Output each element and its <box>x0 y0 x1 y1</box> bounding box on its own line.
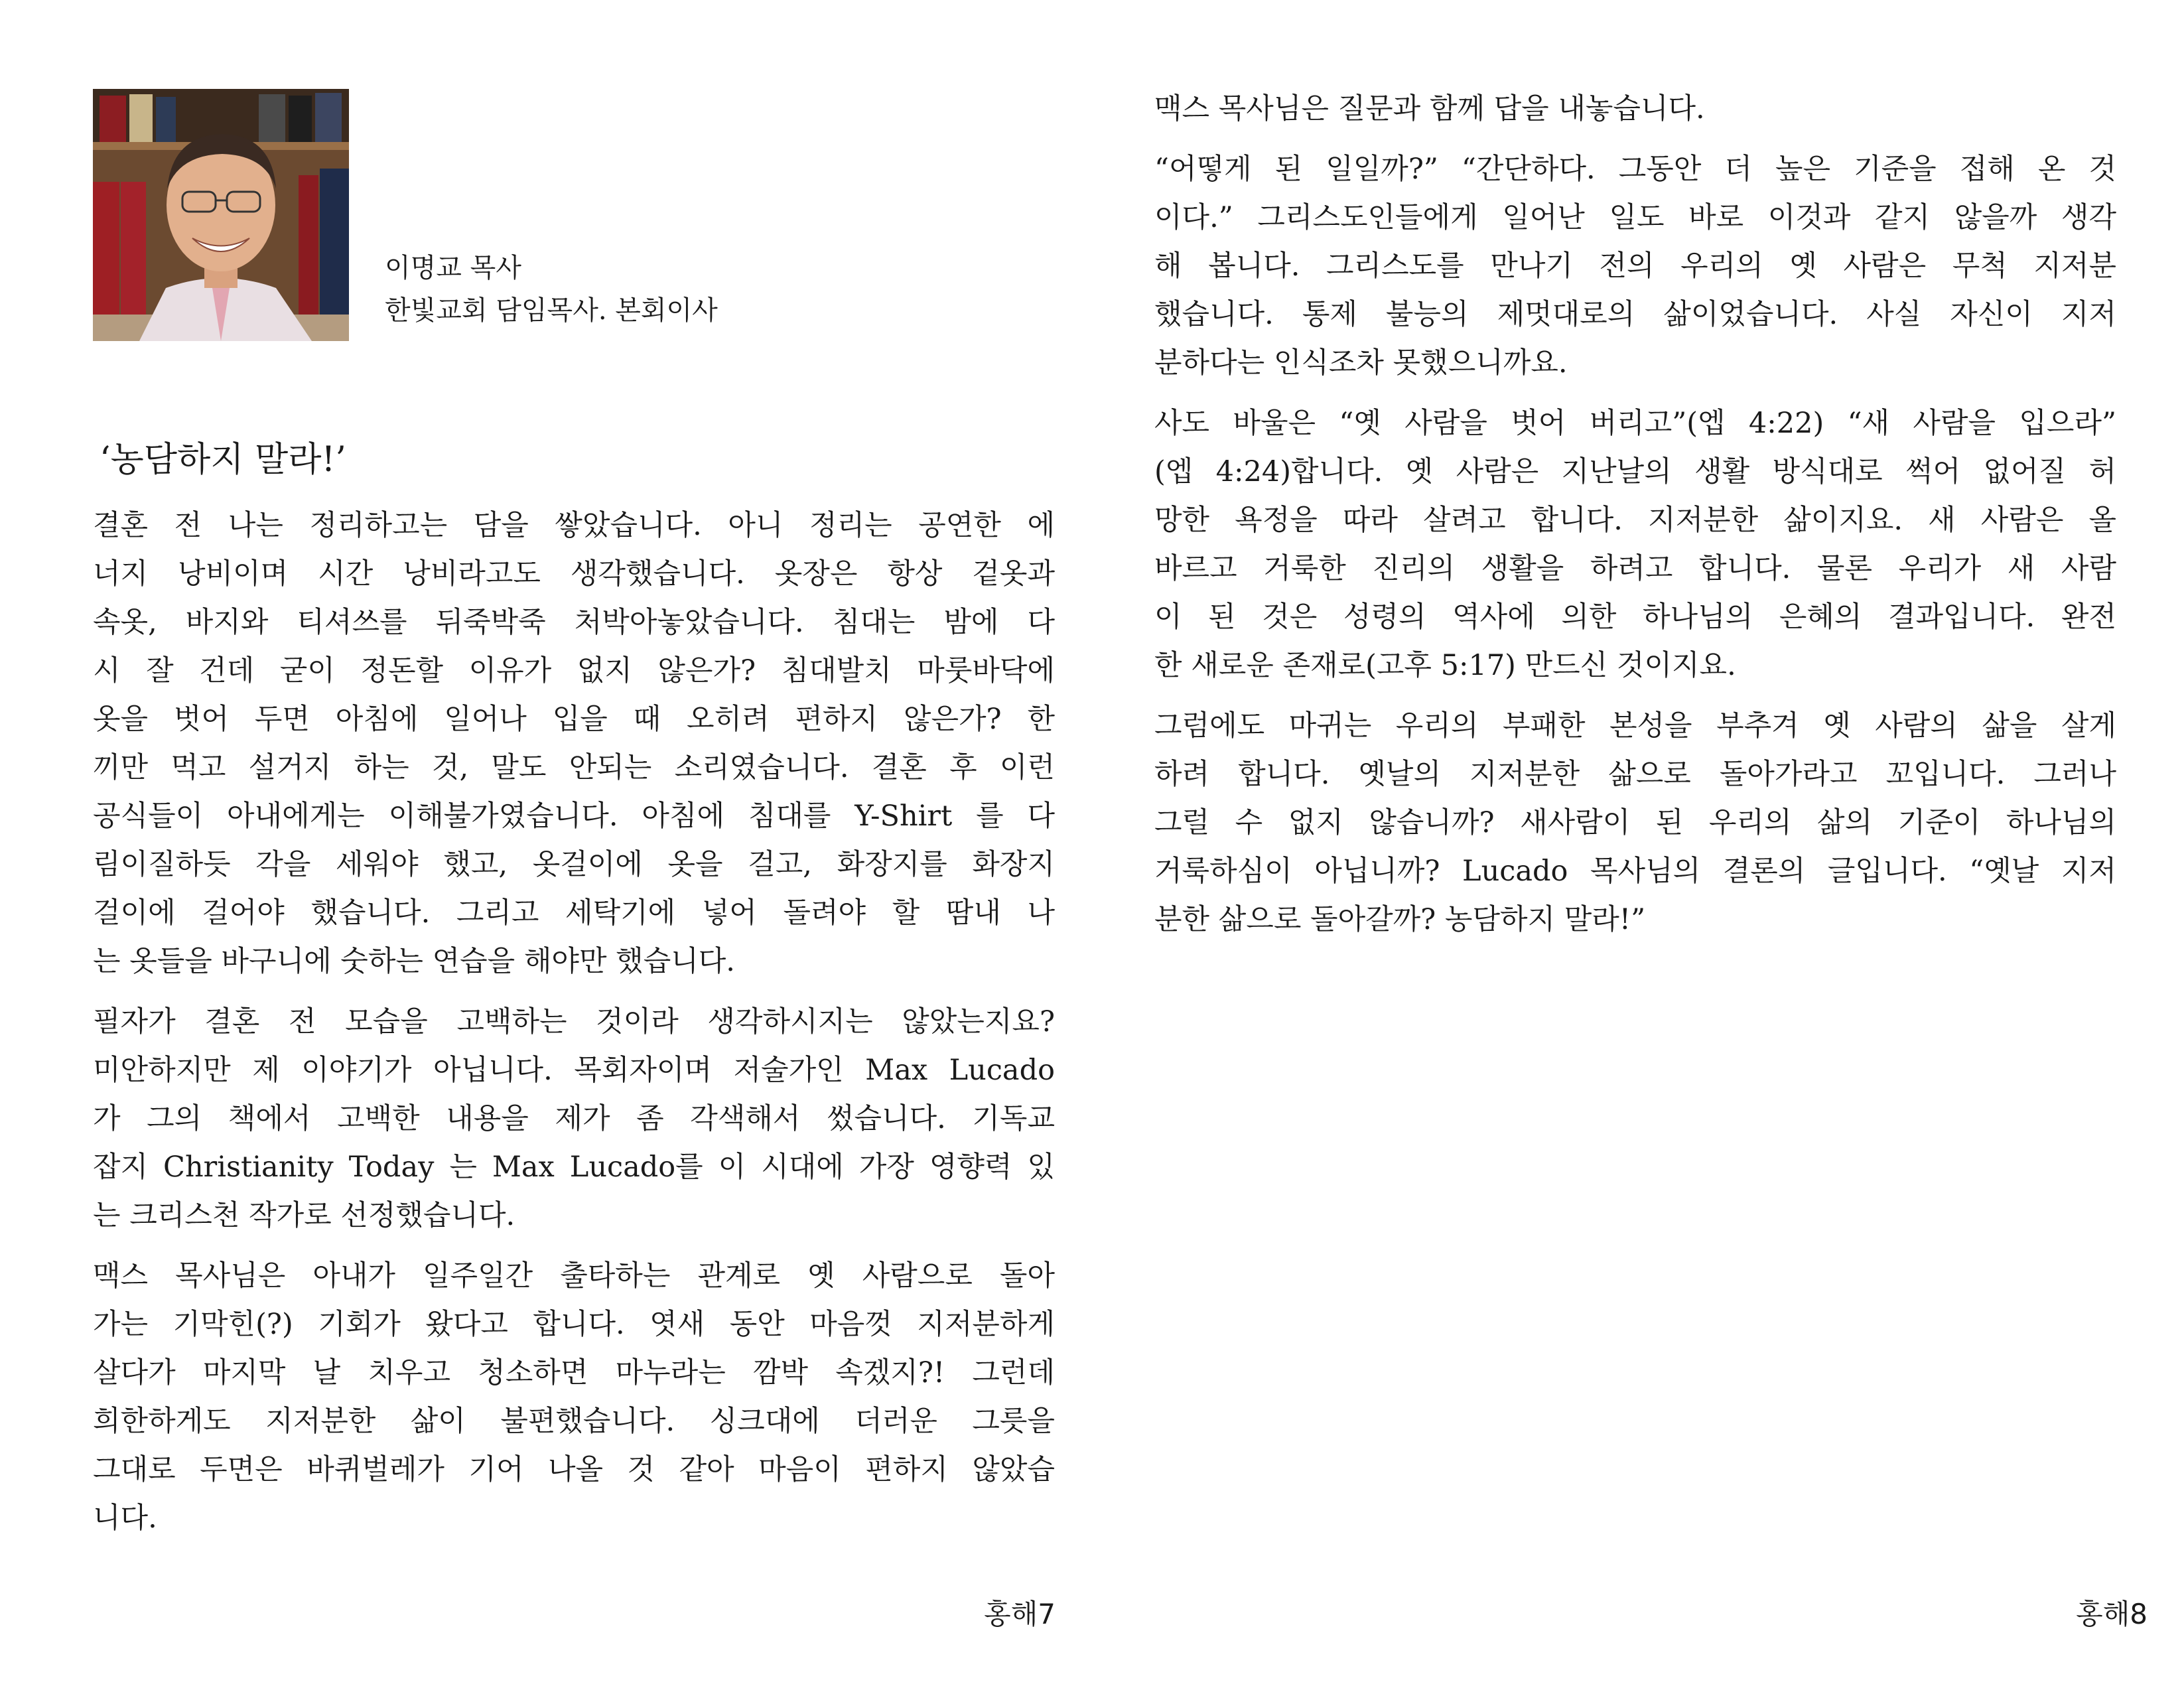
page-number-left: 홍해7 <box>984 1598 1056 1630</box>
text-line: 는 옷들을 바구니에 숫하는 연습을 해야만 했습니다. <box>93 945 735 978</box>
paragraph <box>93 502 1055 986</box>
paragraph <box>1154 85 2116 133</box>
text-line: 시 잘 건데 굳이 정돈할 이유가 없지 않은가? 침대발치 마룻바닥에 <box>93 654 1055 687</box>
text-line: 희한하게도 지저분한 삶이 불편했습니다. 싱크대에 더러운 그릇을 <box>93 1405 1055 1438</box>
text-line: 망한 욕정을 따라 살려고 합니다. 지저분한 삶이지요. 새 사람은 올 <box>1154 504 2116 537</box>
text-line: 해 봅니다. 그리스도를 만나기 전의 우리의 옛 사람은 무척 지저분 <box>1154 249 2116 283</box>
text-line: 분한 삶으로 돌아갈까? 농담하지 말라!” <box>1154 903 1646 936</box>
text-line: 옷을 벗어 두면 아침에 일어나 입을 때 오히려 편하지 않은가? 한 <box>93 703 1055 736</box>
text-line: 맥스 목사님은 질문과 함께 답을 내놓습니다. <box>1154 92 1705 125</box>
text-line: 거룩하심이 아닙니까? Lucado 목사님의 결론의 글입니다. “옛날 지저 <box>1154 855 2116 888</box>
text-line: 이 된 것은 성령의 역사에 의한 하나님의 은혜의 결과입니다. 완전 <box>1154 600 2116 634</box>
text-line: 림이질하듯 각을 세워야 했고, 옷걸이에 옷을 걸고, 화장지를 화장지 <box>93 848 1055 881</box>
page-number-right: 홍해8 <box>2076 1598 2148 1630</box>
paragraph <box>1154 399 2116 690</box>
text-line: 그럼에도 마귀는 우리의 부패한 본성을 부추겨 옛 사람의 삶을 살게 <box>1154 709 2116 742</box>
text-line: 잡지 Christianity Today 는 Max Lucado를 이 시대에 가장 영향력 있 <box>93 1151 1055 1184</box>
text-line: 사도 바울은 “옛 사람을 벗어 버리고”(엡 4:22) “새 사람을 입으라” <box>1154 407 2116 440</box>
right-page <box>1092 0 2184 1692</box>
text-line: 는 크리스천 작가로 선정했습니다. <box>93 1199 515 1232</box>
author-portrait-image <box>93 89 349 341</box>
text-line: 끼만 먹고 설거지 하는 것, 말도 안되는 소리였습니다. 결혼 후 이런 <box>93 751 1055 784</box>
paragraph <box>93 998 1055 1240</box>
text-line: (엡 4:24)합니다. 옛 사람은 지난날의 생활 방식대로 썩어 없어질 허 <box>1154 455 2116 488</box>
right-body-text <box>1154 85 2116 956</box>
author-photo <box>93 89 349 341</box>
text-line: 맥스 목사님은 아내가 일주일간 출타하는 관계로 옛 사람으로 돌아 <box>93 1259 1055 1293</box>
text-line: 니다. <box>93 1502 157 1535</box>
author-role: 한빛교회 담임목사. 본회이사 <box>385 295 718 326</box>
text-line: 걸이에 걸어야 했습니다. 그리고 세탁기에 넣어 돌려야 할 땀내 나 <box>93 896 1055 930</box>
text-line: 바르고 거룩한 진리의 생활을 하려고 합니다. 물론 우리가 새 사람 <box>1154 552 2116 585</box>
text-line: 미안하지만 제 이야기가 아닙니다. 목회자이며 저술가인 Max Lucado <box>93 1054 1055 1087</box>
text-line: 했습니다. 통제 불능의 제멋대로의 삶이었습니다. 사실 자신이 지저 <box>1154 298 2116 331</box>
text-line: 분하다는 인식조차 못했으니까요. <box>1154 346 1568 380</box>
text-line: 그럴 수 없지 않습니까? 새사람이 된 우리의 삶의 기준이 하나님의 <box>1154 806 2116 839</box>
text-line: 필자가 결혼 전 모습을 고백하는 것이라 생각하시지는 않았는지요? <box>93 1005 1055 1038</box>
paragraph <box>93 1252 1055 1543</box>
text-line: 이다.” 그리스도인들에게 일어난 일도 바로 이것과 같지 않을까 생각 <box>1154 201 2116 234</box>
text-line: 공식들이 아내에게는 이해불가였습니다. 아침에 침대를 Y-Shirt 를 다 <box>93 800 1055 833</box>
author-info <box>385 247 718 332</box>
author-name: 이명교 목사 <box>385 253 521 283</box>
text-line: 너지 낭비이며 시간 낭비라고도 생각했습니다. 옷장은 항상 겉옷과 <box>93 557 1055 591</box>
text-line: 결혼 전 나는 정리하고는 담을 쌓았습니다. 아니 정리는 공연한 에 <box>93 509 1055 542</box>
text-line: 그대로 두면은 바퀴벌레가 기어 나올 것 같아 마음이 편하지 않았습 <box>93 1453 1055 1486</box>
text-line: “어떻게 된 일일까?” “간단하다. 그동안 더 높은 기준을 접해 온 것 <box>1154 153 2116 186</box>
text-line: 속옷, 바지와 티셔쓰를 뒤죽박죽 처박아놓았습니다. 침대는 밤에 다 <box>93 606 1055 639</box>
paragraph <box>1154 145 2116 388</box>
left-body-text <box>93 502 1055 1555</box>
text-line: 가 그의 책에서 고백한 내용을 제가 좀 각색해서 썼습니다. 기독교 <box>93 1102 1055 1135</box>
text-line: 한 새로운 존재로(고후 5:17) 만드신 것이지요. <box>1154 649 1736 682</box>
article-title: ‘농담하지 말라!’ <box>100 440 346 480</box>
text-line: 하려 합니다. 옛날의 지저분한 삶으로 돌아가라고 꼬입니다. 그러나 <box>1154 758 2116 791</box>
text-line: 가는 기막힌(?) 기회가 왔다고 합니다. 엿새 동안 마음껏 지저분하게 <box>93 1308 1055 1341</box>
text-line: 살다가 마지막 날 치우고 청소하면 마누라는 깜박 속겠지?! 그런데 <box>93 1356 1055 1389</box>
paragraph <box>1154 702 2116 944</box>
